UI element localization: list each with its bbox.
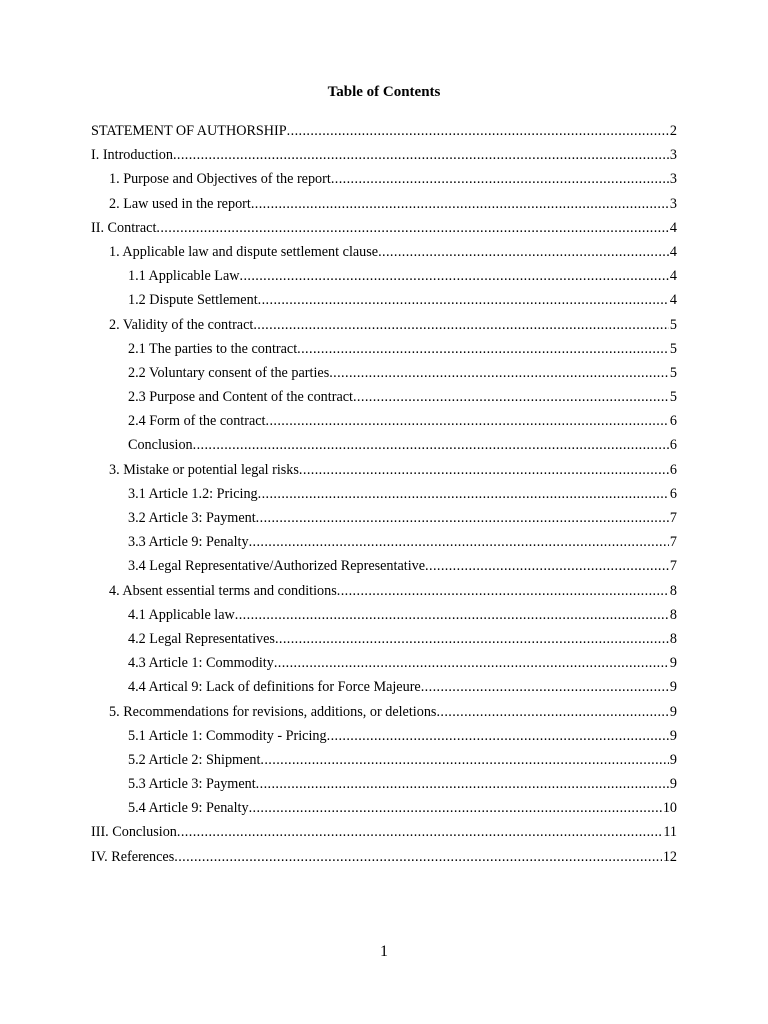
toc-entry-text: 3.2 Article 3: Payment xyxy=(128,510,256,526)
toc-entry-page: 4 xyxy=(669,268,677,285)
toc-entry-page: 9 xyxy=(669,751,677,768)
toc-entry[interactable] xyxy=(91,532,677,556)
toc-entry-text: 4.4 Artical 9: Lack of definitions for Force Majeure xyxy=(128,679,421,696)
page-number: 1 xyxy=(380,943,388,960)
toc-entry-page: 2 xyxy=(669,123,677,139)
dot-leader xyxy=(299,460,669,480)
toc-entry-page: 4 xyxy=(669,292,677,309)
dot-leader xyxy=(327,726,669,746)
toc-entry-page: 3 xyxy=(669,195,677,212)
toc-entry-page: 9 xyxy=(669,703,677,720)
toc-entry[interactable] xyxy=(91,484,677,508)
toc-entry-text: I. Introduction xyxy=(91,147,173,164)
toc-entry-text: 2.1 The parties to the contract xyxy=(128,340,298,357)
toc-entry-page: 4 xyxy=(669,243,677,260)
dot-leader xyxy=(253,315,669,335)
toc-entry-text: 4. Absent essential terms and conditions xyxy=(109,582,337,599)
toc-entry[interactable] xyxy=(91,605,677,629)
toc-entry[interactable] xyxy=(91,363,677,387)
dot-leader xyxy=(425,556,669,576)
toc-entry-page: 11 xyxy=(663,824,677,841)
dot-leader xyxy=(421,677,669,697)
toc-entry[interactable] xyxy=(91,774,677,798)
toc-entry-page: 5 xyxy=(669,316,677,333)
toc-entry-text: III. Conclusion xyxy=(91,824,177,841)
toc-entry-text: II. Contract xyxy=(91,219,157,236)
toc-entry-page: 3 xyxy=(669,147,677,164)
toc-entry-page: 5 xyxy=(669,364,677,381)
toc-entry-text: 5.4 Article 9: Penalty xyxy=(128,800,249,817)
toc-entry[interactable] xyxy=(91,121,677,145)
toc-list xyxy=(91,121,677,871)
toc-entry[interactable] xyxy=(91,508,677,532)
toc-entry[interactable] xyxy=(91,194,677,218)
toc-entry-page: 6 xyxy=(669,437,677,454)
dot-leader xyxy=(240,266,669,286)
dot-leader xyxy=(274,653,669,673)
toc-entry[interactable] xyxy=(91,315,677,339)
toc-entry[interactable] xyxy=(91,242,677,266)
toc-entry[interactable] xyxy=(91,145,677,169)
toc-entry-text: 5.3 Article 3: Payment xyxy=(128,776,256,793)
toc-entry-page: 3 xyxy=(669,171,677,188)
toc-entry-text: Conclusion xyxy=(128,437,193,454)
dot-leader xyxy=(249,798,662,818)
toc-entry[interactable] xyxy=(91,169,677,193)
dot-leader xyxy=(329,363,669,383)
dot-leader xyxy=(258,290,669,310)
dot-leader xyxy=(193,435,669,455)
toc-entry[interactable] xyxy=(91,750,677,774)
toc-entry[interactable] xyxy=(91,726,677,750)
toc-entry-text: 2.2 Voluntary consent of the parties xyxy=(128,364,330,381)
dot-leader xyxy=(256,774,669,794)
dot-leader xyxy=(337,581,669,601)
toc-entry[interactable] xyxy=(91,702,677,726)
toc-entry[interactable] xyxy=(91,387,677,411)
toc-entry-text: 2. Validity of the contract xyxy=(109,316,254,333)
toc-entry-page: 7 xyxy=(669,510,677,526)
toc-entry-text: 1.1 Applicable Law xyxy=(128,268,240,285)
toc-entry[interactable] xyxy=(91,435,677,459)
toc-entry-text: STATEMENT OF AUTHORSHIP xyxy=(91,123,287,139)
dot-leader xyxy=(177,822,662,842)
toc-entry-page: 9 xyxy=(669,679,677,696)
toc-entry-text: 1. Applicable law and dispute settlement clause xyxy=(109,243,379,260)
dot-leader xyxy=(249,532,669,552)
dot-leader xyxy=(331,169,669,189)
toc-entry[interactable] xyxy=(91,339,677,363)
dot-leader xyxy=(260,750,669,770)
dot-leader xyxy=(235,605,669,625)
toc-entry-text: 4.1 Applicable law xyxy=(128,606,235,623)
toc-entry-text: 5. Recommendations for revisions, additions, or deletions xyxy=(109,703,437,720)
toc-entry-text: 4.3 Article 1: Commodity xyxy=(128,655,274,672)
dot-leader xyxy=(436,702,668,722)
toc-entry-page: 5 xyxy=(669,340,677,357)
toc-entry-page: 8 xyxy=(669,606,677,623)
toc-entry[interactable] xyxy=(91,556,677,580)
toc-entry-page: 9 xyxy=(669,776,677,793)
toc-entry-text: 2. Law used in the report xyxy=(109,195,251,212)
dot-leader xyxy=(173,145,669,165)
toc-entry-text: 2.4 Form of the contract xyxy=(128,413,266,430)
toc-entry-text: 1. Purpose and Objectives of the report xyxy=(109,171,331,188)
dot-leader xyxy=(275,629,669,649)
toc-entry-text: 2.3 Purpose and Content of the contract xyxy=(128,389,353,406)
toc-entry-text: 5.2 Article 2: Shipment xyxy=(128,751,261,768)
toc-entry-page: 10 xyxy=(662,800,677,817)
toc-entry[interactable] xyxy=(91,411,677,435)
toc-entry-text: 3.4 Legal Representative/Authorized Representative xyxy=(128,558,426,575)
toc-entry-page: 5 xyxy=(669,389,677,406)
toc-entry-page: 4 xyxy=(669,219,677,236)
toc-title: Table of Contents xyxy=(327,84,441,100)
toc-entry-text: 5.1 Article 1: Commodity - Pricing xyxy=(128,727,327,744)
toc-entry-page: 7 xyxy=(669,534,677,551)
dot-leader xyxy=(378,242,669,262)
dot-leader xyxy=(251,194,669,214)
toc-entry[interactable] xyxy=(91,677,677,701)
toc-entry-page: 7 xyxy=(669,558,677,575)
toc-entry-page: 8 xyxy=(669,630,677,647)
dot-leader xyxy=(297,339,669,359)
toc-entry-text: 1.2 Dispute Settlement xyxy=(128,292,258,309)
dot-leader xyxy=(156,218,669,238)
toc-entry-page: 9 xyxy=(669,655,677,672)
toc-entry[interactable] xyxy=(91,798,677,822)
dot-leader xyxy=(353,387,669,407)
toc-entry-page: 6 xyxy=(669,485,677,502)
toc-entry[interactable] xyxy=(91,581,677,605)
toc-entry-page: 6 xyxy=(669,413,677,430)
toc-entry[interactable] xyxy=(91,460,677,484)
dot-leader xyxy=(256,508,669,528)
toc-entry[interactable] xyxy=(91,847,677,871)
toc-entry[interactable] xyxy=(91,218,677,242)
toc-entry-page: 8 xyxy=(669,582,677,599)
toc-entry-text: 3.1 Article 1.2: Pricing xyxy=(128,485,258,502)
toc-entry-text: IV. References xyxy=(91,848,175,865)
dot-leader xyxy=(287,121,669,141)
toc-entry-page: 12 xyxy=(662,848,677,865)
toc-entry-text: 3.3 Article 9: Penalty xyxy=(128,534,249,551)
toc-entry[interactable] xyxy=(91,629,677,653)
toc-entry[interactable] xyxy=(91,653,677,677)
toc-entry-page: 9 xyxy=(669,727,677,744)
toc-entry[interactable] xyxy=(91,822,677,846)
dot-leader xyxy=(174,847,662,867)
toc-entry[interactable] xyxy=(91,290,677,314)
toc-entry-text: 4.2 Legal Representatives xyxy=(128,630,275,647)
dot-leader xyxy=(266,411,669,431)
toc-entry-page: 6 xyxy=(669,461,677,478)
toc-entry-text: 3. Mistake or potential legal risks xyxy=(109,461,299,478)
dot-leader xyxy=(258,484,669,504)
toc-entry[interactable] xyxy=(91,266,677,290)
